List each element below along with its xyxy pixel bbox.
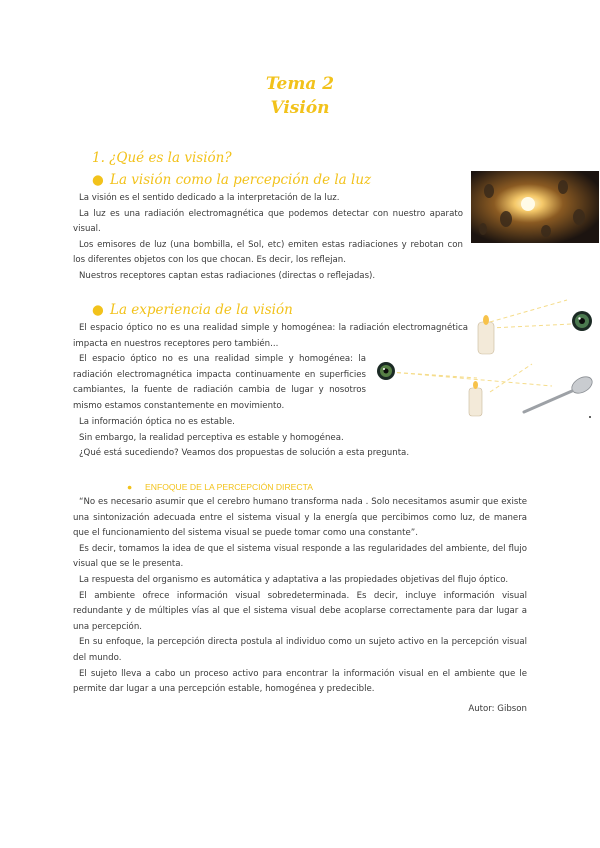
candle-icon	[469, 381, 482, 416]
eye-icon	[572, 311, 592, 331]
paragraph: Es decir, tomamos la idea de que el sistema visual responde a las regularidades del ambiente, del flujo visual que se le presenta.	[73, 543, 527, 570]
bullet-icon: ●	[92, 302, 104, 318]
paragraph: “No es necesario asumir que el cerebro humano transforma nada . Solo necesitamos asumir que existe una sintonización adecuada entre el sistema visual y la energía que percibimos como luz, de manera que el funcionamiento del sistema visual se puede tomar como una constante”.	[73, 497, 527, 539]
section1-subheading-text: La visión como la percepción de la luz	[110, 172, 372, 188]
author-credit: Autor: Gibson	[468, 704, 527, 714]
section2-subheading	[92, 300, 293, 320]
paragraph: El sujeto lleva a cabo un proceso activo para encontrar la información visual en el ambiente que le permite dar lugar a una percepción estable, homogénea y predecible.	[73, 668, 527, 695]
candle-icon	[478, 315, 494, 354]
paragraph: Sin embargo, la realidad perceptiva es estable y homogénea.	[79, 432, 344, 443]
section1-subheading	[92, 170, 371, 190]
section2-body-bottom	[73, 415, 468, 462]
paragraph: La visión es el sentido dedicado a la interpretación de la luz.	[79, 193, 340, 203]
section3-heading	[127, 480, 313, 494]
title-line-2: Visión	[270, 98, 330, 118]
paragraph: La respuesta del organismo es automática y adaptativa a las propiedades objetivas del flujo óptico.	[79, 574, 509, 585]
paragraph: El espacio óptico no es una realidad simple y homogénea: la radiación electromagnética impacta continuamente en superficies cambiantes, la fuente de radiación cambia de lugar y nosotros mismo estamos constantemente en movimiento.	[73, 354, 366, 411]
eye-icon	[377, 362, 395, 380]
paragraph: El ambiente ofrece información visual sobredeterminada. Es decir, incluye información visual redundante y de múltiples vías al que el sistema visual debe acoplarse correctamente para dar lugar a una percepción.	[73, 590, 527, 632]
section2-body-top	[73, 321, 468, 352]
paragraph: Los emisores de luz (una bombilla, el Sol, etc) emiten estas radiaciones y rebotan con los diferentes objetos con los que chocan. Es decir, los reflejan.	[73, 239, 463, 266]
section2-body-narrow	[73, 352, 366, 414]
spoon-icon	[524, 373, 595, 412]
title-line-1: Tema 2	[265, 74, 335, 94]
paragraph: Nuestros receptores captan estas radiaciones (directas o reflejadas).	[79, 270, 376, 281]
paragraph: La luz es una radiación electromagnética que podemos detectar con nuestro aparato visual.	[73, 208, 463, 235]
bullet-icon: ●	[127, 482, 133, 492]
section3-heading-text: ENFOQUE DE LA PERCEPCIÓN DIRECTA	[145, 482, 313, 492]
paragraph: La información óptica no es estable.	[79, 417, 235, 427]
light-bulb-photo	[471, 171, 599, 243]
paragraph: ¿Qué está sucediendo? Veamos dos propuestas de solución a esta pregunta.	[79, 448, 410, 459]
section1-body	[73, 191, 463, 285]
paragraph: En su enfoque, la percepción directa postula al individuo como un sujeto activo en la percepción visual del mundo.	[73, 637, 527, 663]
section3-body	[73, 495, 527, 698]
section1-heading: 1. ¿Qué es la visión?	[92, 150, 232, 166]
section2-subheading-text: La experiencia de la visión	[110, 302, 293, 318]
document-title	[0, 72, 600, 120]
paragraph: El espacio óptico no es una realidad simple y homogénea: la radiación electromagnética impacta en nuestros receptores pero también...	[73, 323, 468, 349]
bullet-icon: ●	[92, 172, 104, 188]
optics-illustration	[372, 294, 598, 422]
